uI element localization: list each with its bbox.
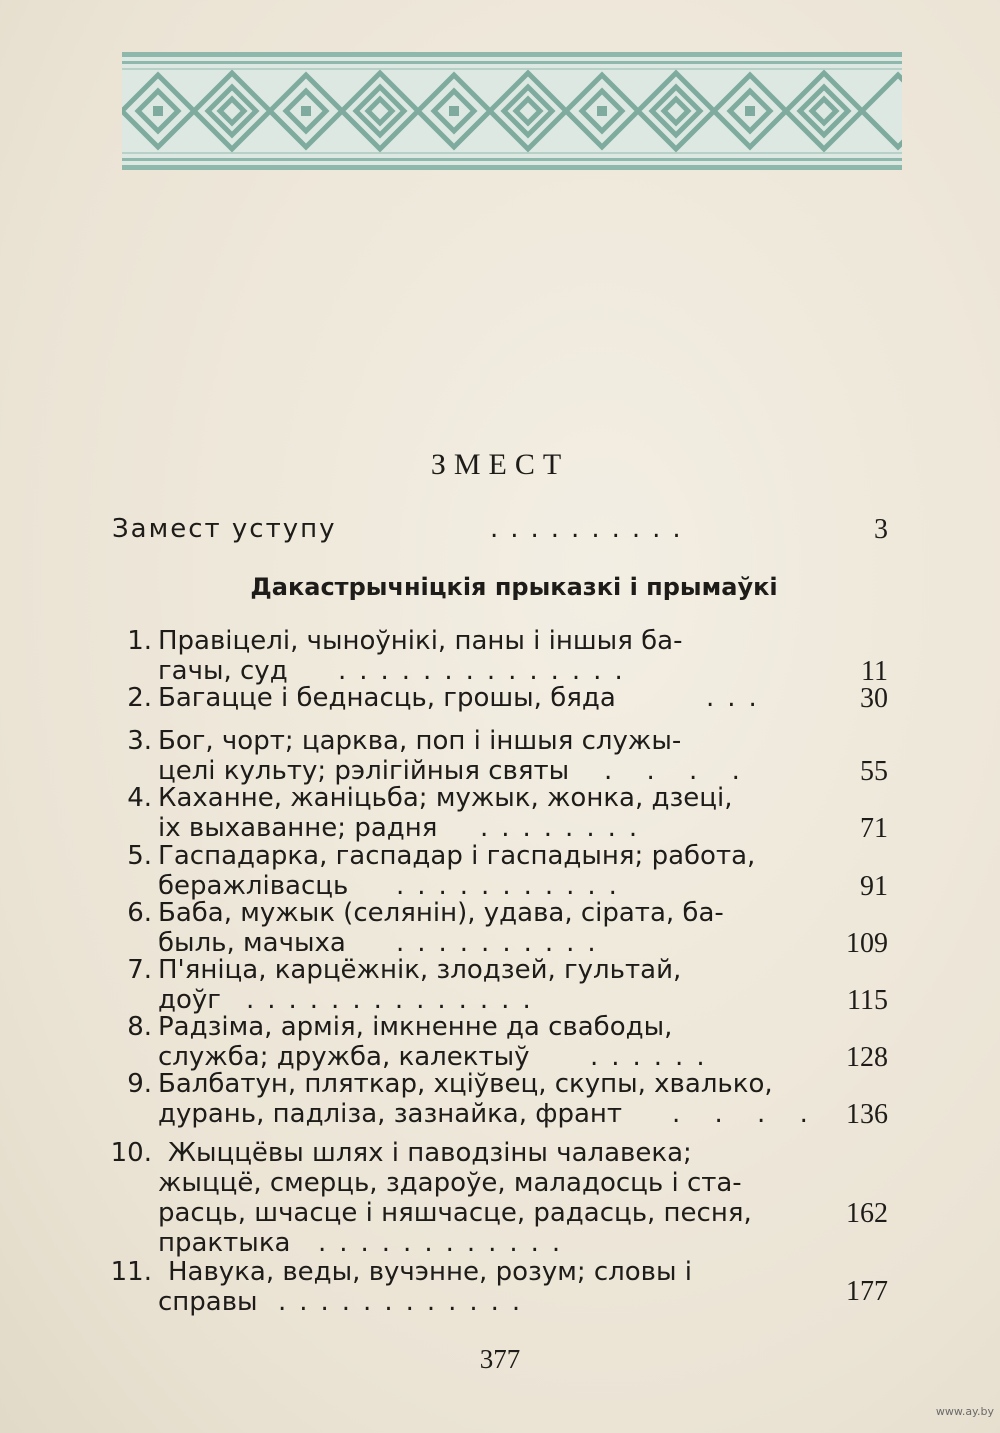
toc-entry-number: 9. <box>127 1069 152 1099</box>
toc-page-number: 3 <box>874 514 888 545</box>
leader-dots: ............ <box>278 1287 534 1317</box>
toc-page-number: 71 <box>860 813 888 844</box>
leader-dots: . . . . <box>672 1099 821 1129</box>
page-title: ЗМЕСТ <box>430 448 570 481</box>
toc-entry-number: 11. <box>110 1257 152 1287</box>
toc-page-number: 128 <box>846 1042 888 1073</box>
toc-entry-number: 8. <box>127 1012 152 1042</box>
toc-entry-line: жыццё, смерць, здароўе, маладосць і ста- <box>158 1168 742 1198</box>
leader-dots: .............. <box>338 656 636 686</box>
toc-page-number: 136 <box>846 1099 888 1130</box>
leader-dots: ........... <box>396 871 630 901</box>
leader-dots: ...... <box>590 1042 718 1072</box>
toc-entry-line: целі культу; рэлігійныя святы <box>158 756 570 786</box>
toc-entry-line: служба; дружба, калектыў <box>158 1042 530 1072</box>
toc-entry-line: Гаспадарка, гаспадар і гаспадыня; работа, <box>158 841 756 871</box>
leader-dots: . . . . <box>604 756 753 786</box>
toc-page-number: 177 <box>846 1276 888 1307</box>
toc-entry-title: Замест уступу <box>112 514 337 544</box>
toc-entry-number: 3. <box>127 726 152 756</box>
toc-page-number: 30 <box>860 683 888 714</box>
toc-entry-number: 10. <box>110 1138 152 1168</box>
leader-dots: .......... <box>490 514 693 544</box>
toc-page-number: 55 <box>860 756 888 787</box>
toc-entry-line: Баба, мужык (селянін), удава, сірата, ба- <box>158 898 724 928</box>
toc-page-number: 91 <box>860 871 888 902</box>
toc-page-number: 162 <box>846 1198 888 1229</box>
folio-page-number: 377 <box>479 1344 521 1374</box>
leader-dots: ... <box>706 683 770 713</box>
toc-page-number: 11 <box>861 656 888 687</box>
toc-entry-line: гачы, суд <box>158 656 288 686</box>
toc-entry-number: 4. <box>127 783 152 813</box>
toc-entry-line: іх выхаванне; радня <box>158 813 438 843</box>
toc-entry-line: дурань, падліза, зазнайка, франт <box>158 1099 623 1129</box>
toc-entry-line: Навука, веды, вучэнне, розум; словы і <box>168 1257 692 1287</box>
toc-entry-line: Каханне, жаніцьба; мужык, жонка, дзеці, <box>158 783 733 813</box>
leader-dots: ............ <box>318 1228 574 1258</box>
toc-entry-line: практыка <box>158 1228 291 1258</box>
toc-entry-line: расць, шчасце і няшчасце, радасць, песня, <box>158 1198 752 1228</box>
leader-dots: ........ <box>480 813 651 843</box>
toc-entry-line: справы <box>158 1287 258 1317</box>
leader-dots: .......... <box>396 928 609 958</box>
toc-entry-number: 7. <box>127 955 152 985</box>
toc-entry-number: 2. <box>127 683 152 713</box>
toc-entry-line: Багацце і беднасць, грошы, бяда <box>158 683 616 713</box>
toc-entry-number: 5. <box>127 841 152 871</box>
toc-entry-line: Радзіма, армія, імкненне да свабоды, <box>158 1012 673 1042</box>
watermark: www.ay.by <box>935 1405 994 1418</box>
toc-page-number: 115 <box>847 985 888 1016</box>
toc-entry-line: доўг <box>158 985 221 1015</box>
toc-entry-line: Балбатун, пляткар, хціўвец, скупы, хвалько, <box>158 1069 773 1099</box>
leader-dots: .............. <box>246 985 544 1015</box>
toc-entry-line: П'яніца, карцёжнік, злодзей, гультай, <box>158 955 682 985</box>
toc-entry-line: Правіцелі, чыноўнікі, паны і іншыя ба- <box>158 626 683 656</box>
toc-entry-line: беражлівасць <box>158 871 349 901</box>
toc-page-number: 109 <box>846 928 888 959</box>
toc-entry-line: быль, мачыха <box>158 928 346 958</box>
toc-entry-number: 6. <box>127 898 152 928</box>
section-title: Дакастрычніцкія прыказкі і прымаўкі <box>250 573 778 601</box>
toc-entry-line: Жыццёвы шлях і паводзіны чалавека; <box>168 1138 692 1168</box>
toc-entry-number: 1. <box>127 626 152 656</box>
toc-entry-line: Бог, чорт; царква, поп і іншыя служы- <box>158 726 682 756</box>
